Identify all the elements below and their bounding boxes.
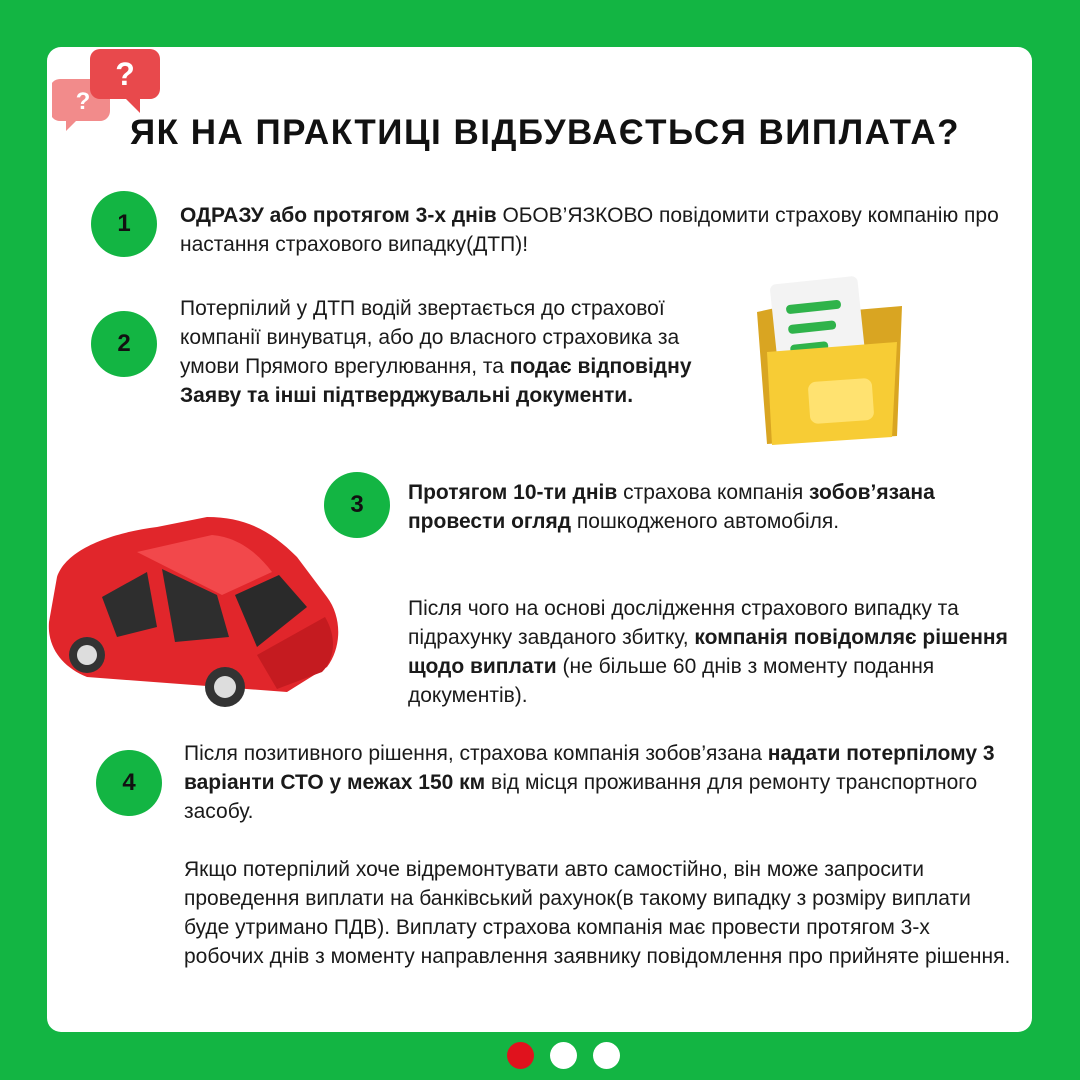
step-2-text: Потерпілий у ДТП водій звертається до страхової компанії винуватця, або до власного страховика за умови Прямого врегулювання, та подає відповідну Заяву та інші підтверджувальні документи. <box>180 297 692 407</box>
step-2-number: 2 <box>91 311 157 377</box>
folder-documents-icon <box>747 272 912 447</box>
step-1-number: 1 <box>91 191 157 257</box>
svg-text:?: ? <box>115 56 135 92</box>
step-3-followup: Після чого на основі дослідження страхового випадку та підрахунку завданого збитку, компанія повідомляє рішення щодо виплати (не більше 60 днів з моменту подання документів). <box>408 597 1008 707</box>
page-dot-3[interactable] <box>593 1042 620 1069</box>
red-car-icon <box>47 477 347 707</box>
pagination-dots <box>507 1042 620 1069</box>
page-dot-2[interactable] <box>550 1042 577 1069</box>
step-3-text: Протягом 10-ти днів страхова компанія зобов’язана провести огляд пошкодженого автомобіля. <box>408 481 935 533</box>
step-1-text: ОДРАЗУ або протягом 3-х днів ОБОВ’ЯЗКОВО повідомити страхову компанію про настання страхового випадку(ДТП)! <box>180 204 999 256</box>
page-title: ЯК НА ПРАКТИЦІ ВІДБУВАЄТЬСЯ ВИПЛАТА? <box>129 113 961 152</box>
step-4-followup: Якщо потерпілий хоче відремонтувати авто самостійно, він може запросити проведення виплати на банківський рахунок(в такому випадку з розміру виплати буде утримано ПДВ). Виплату страхова компанія має провести протягом 3-х робочих днів з моменту направлення заявнику повідомлення про прийняте рішення. <box>184 858 1011 968</box>
step-3-number: 3 <box>324 472 390 538</box>
content-card <box>47 47 1032 1032</box>
page-dot-1[interactable] <box>507 1042 534 1069</box>
svg-text:?: ? <box>75 88 91 115</box>
step-4-number: 4 <box>96 750 162 816</box>
step-4-text: Після позитивного рішення, страхова компанія зобов’язана надати потерпілому 3 варіанти СТО у межах 150 км від місця проживання для ремонту транспортного засобу. <box>184 742 995 823</box>
